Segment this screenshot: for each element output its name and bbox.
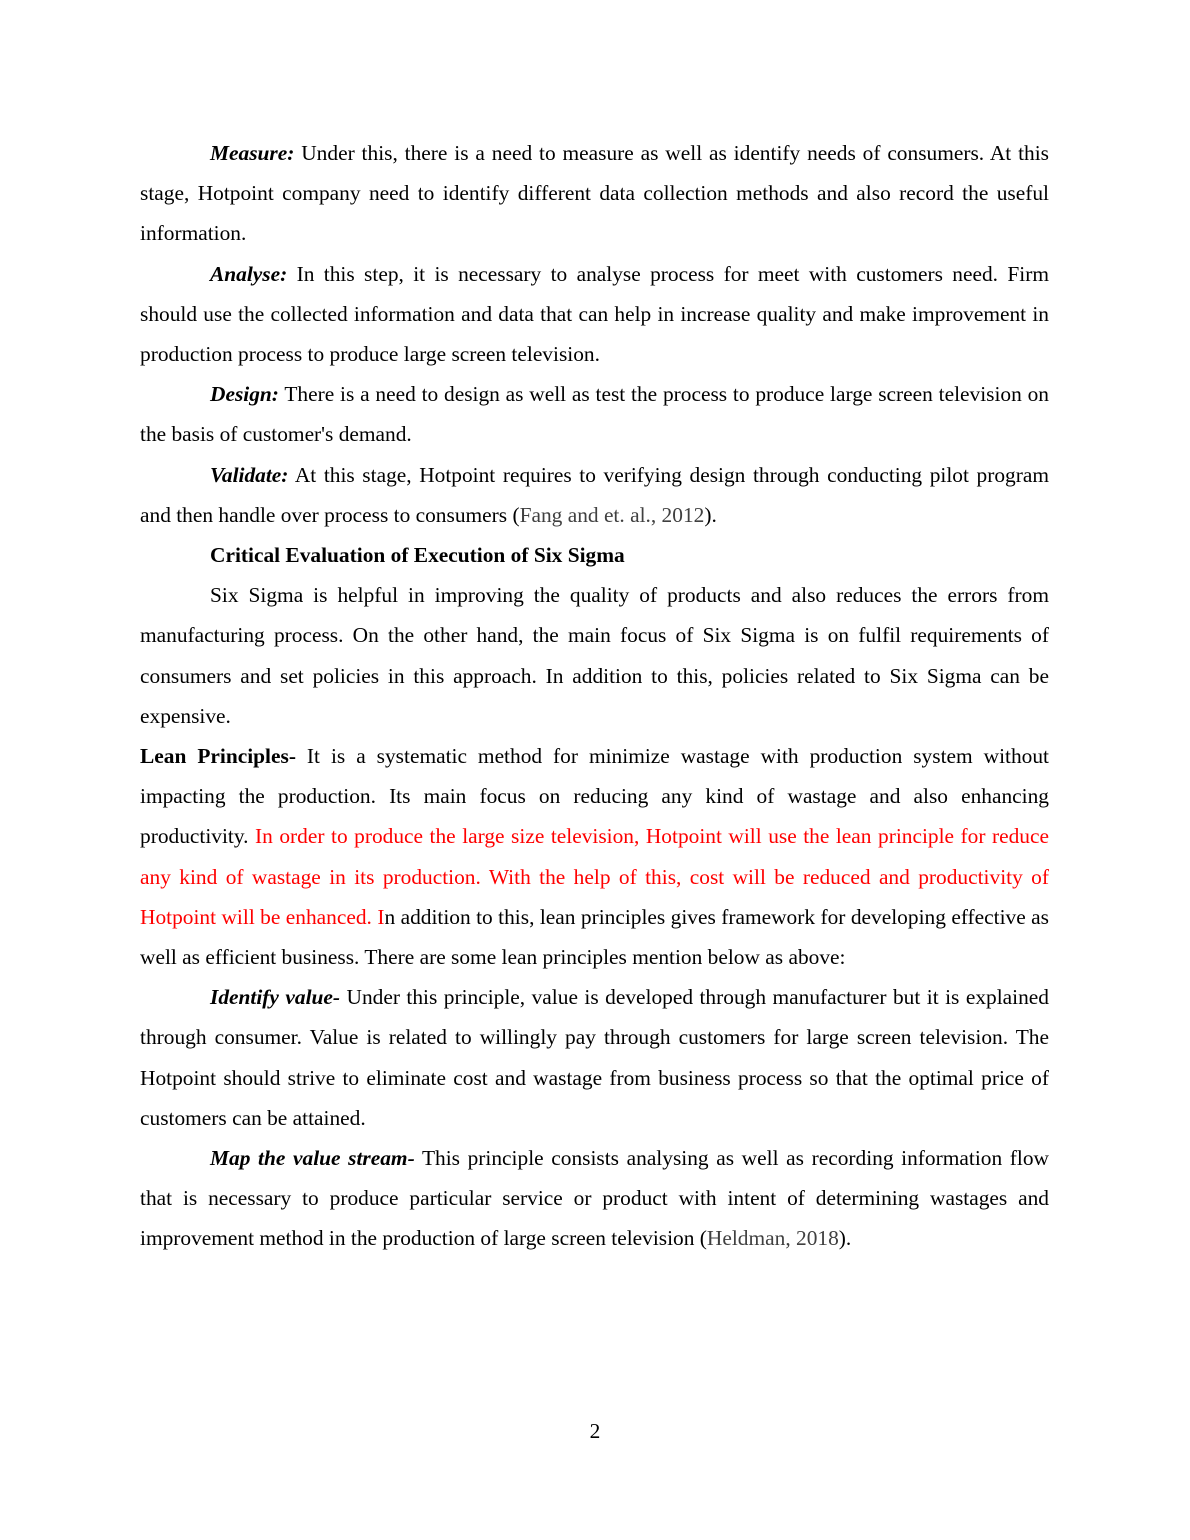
term-identify-value: Identify value- [210,985,341,1010]
term-design: Design: [210,382,279,407]
citation-fang: Fang and et. al., 2012 [519,502,705,527]
term-lean-principles: Lean Principles- [140,744,296,769]
text-identify-value: Under this principle, value is developed through manufacturer but it is explained through consumer. Value is related to willingly pay through customers for large screen television. The Hotpoint should strive to eliminate cost and wastage from business process so that the optimal price of customers can be attained. [140,985,1049,1130]
text-measure: Under this, there is a need to measure as well as identify needs of consumers. At this stage, Hotpoint company need to identify different data collection methods and also record the useful information. [140,141,1049,246]
paragraph-lean-principles [140,736,1049,977]
text-map-value-stream-end: ). [838,1226,852,1251]
term-analyse: Analyse: [210,261,288,286]
text-validate: At this stage, Hotpoint requires to verifying design through conducting pilot program and then handle over process to consumers ( [140,462,1049,527]
text-lean-end: n addition to this, lean principles gives framework for developing effective as well as efficient business. There are some lean principles mention below as above: [140,904,1049,970]
section-heading-critical-evaluation: Critical Evaluation of Execution of Six Sigma [210,543,625,568]
paragraph-map-value-stream [140,1138,1049,1259]
text-design: There is a need to design as well as test the process to produce large screen television on the basis of customer's demand. [140,382,1049,447]
paragraph-critical-evaluation: Six Sigma is helpful in improving the quality of products and also reduces the errors from manufacturing process. On the other hand, the main focus of Six Sigma is on fulfil requirements of consumers and set policies in this approach. In addition to this, policies related to Six Sigma can be expensive. [140,583,1049,728]
term-map-value-stream: Map the value stream- [210,1146,415,1171]
paragraph-identify-value [140,977,1049,1138]
highlighted-text-lean: In order to produce the large size television, Hotpoint will use the lean principle for reduce any kind of wastage in its production. With the help of this, cost will be reduced and productivity of Hotpoint will be enhanced. I [140,824,1049,929]
paragraph-design [140,374,1049,454]
term-validate: Validate: [210,462,289,487]
term-measure: Measure: [210,141,295,165]
text-map-value-stream: This principle consists analysing as well as recording information flow that is necessary to produce particular service or product with intent of determining wastages and improvement method in the production of large screen television ( [140,1146,1049,1251]
citation-heldman: Heldman, 2018 [706,1226,839,1251]
text-lean: It is a systematic method for minimize wastage with production system without impacting the production. Its main focus on reducing any kind of wastage and also enhancing productivity. [140,744,1049,849]
paragraph-analyse [140,254,1049,375]
text-analyse: In this step, it is necessary to analyse process for meet with customers need. Firm should use the collected information and data that can help in increase quality and make improvement in production process to produce large screen television. [140,261,1049,367]
paragraph-measure [140,133,1049,254]
paragraph-validate [140,455,1049,535]
document-body [140,133,1049,1259]
page-number: 2 [589,1419,601,1443]
text-validate-end: ). [704,502,717,527]
